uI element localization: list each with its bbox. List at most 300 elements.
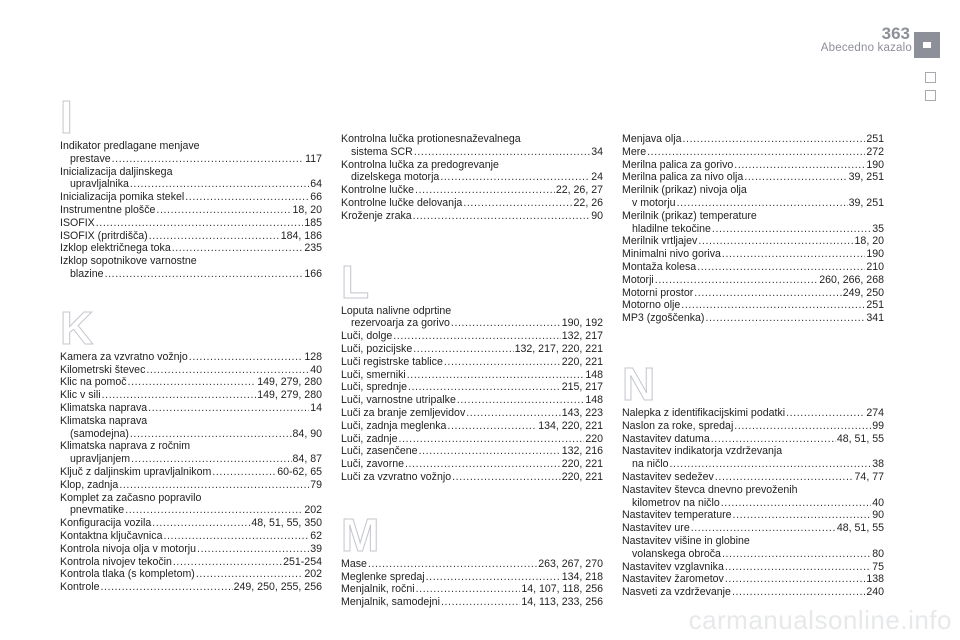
entry-pages: 184, 186 [280, 229, 322, 242]
entry-term: Luči, smerniki [341, 368, 406, 381]
entry-term: Menjava olja [622, 133, 682, 145]
entry-term: Kontrolne lučke delovanja [341, 196, 463, 209]
dot-leader [440, 171, 590, 184]
entry-pages: 90 [591, 209, 603, 222]
index-entry[interactable] [60, 191, 322, 204]
entry-term: Klimatska naprava [60, 401, 148, 414]
entry-term: Kontrolna lučka za predogrevanje [341, 158, 499, 171]
index-entry[interactable] [622, 573, 884, 586]
entry-term: Motorno olje [622, 299, 681, 312]
entry-pages: 251-254 [283, 555, 322, 568]
entry-pages: 210 [866, 260, 884, 273]
entry-pages: 22, 26, 27 [555, 184, 603, 197]
index-column-1 [60, 91, 322, 594]
index-letter: M [341, 508, 380, 561]
index-column-2 [341, 133, 603, 609]
index-entry[interactable] [60, 530, 322, 543]
dot-leader [148, 402, 309, 415]
index-letter: K [60, 301, 94, 354]
entry-pages: 132, 217 [561, 330, 603, 343]
dot-leader [212, 466, 276, 479]
entry-term: na ničlo [632, 458, 669, 471]
index-entry[interactable] [341, 394, 603, 407]
dot-leader [407, 369, 585, 382]
dot-leader [444, 356, 561, 369]
index-entry[interactable] [60, 517, 322, 530]
entry-term: Nasveti za vzdrževanje [622, 586, 731, 599]
dot-leader [408, 381, 561, 394]
entry-pages: 40 [872, 496, 884, 509]
entry-term: Nastavitev sedežev [622, 470, 714, 483]
index-letter: N [622, 357, 656, 410]
entry-term: pnevmatike [70, 504, 125, 517]
dot-leader [682, 133, 865, 146]
index-entry[interactable] [341, 133, 603, 159]
dot-leader [670, 458, 872, 471]
entry-term: upravljalnika [70, 178, 129, 191]
dot-leader [413, 343, 513, 356]
entry-pages: 64 [310, 178, 322, 191]
entry-term: Loputa nalivne odprtine [341, 304, 452, 317]
entry-term: upravljanjem [70, 453, 131, 466]
entry-term: Nastavitev vzglavnika [622, 560, 724, 573]
index-entry[interactable] [60, 556, 322, 569]
index-entry[interactable] [622, 586, 884, 599]
entry-pages: 341 [866, 312, 884, 325]
dot-leader [149, 230, 280, 243]
dot-leader [130, 428, 292, 441]
entry-term: Komplet za začasno popravilo [60, 491, 202, 504]
entry-pages: 14, 113, 233, 256 [521, 596, 603, 609]
index-entry[interactable] [341, 407, 603, 420]
entry-pages: 215, 217 [561, 381, 603, 394]
index-entry[interactable] [622, 561, 884, 574]
entry-term: Mase [341, 557, 367, 570]
dot-leader [100, 581, 232, 594]
index-entry[interactable] [341, 445, 603, 458]
index-entry[interactable] [622, 248, 884, 261]
index-entry[interactable] [622, 312, 884, 325]
entry-term: Merilnik (prikaz) nivoja olja [622, 184, 747, 197]
entry-term: ISOFIX [60, 216, 95, 229]
entry-term: Kontrolne lučke [341, 184, 415, 197]
dot-leader [185, 191, 309, 204]
dot-leader [722, 548, 871, 561]
entry-pages: 90 [872, 509, 884, 522]
dot-leader [156, 204, 291, 217]
dot-leader [173, 556, 282, 569]
entry-term: Instrumentne plošče [60, 203, 156, 216]
entry-term: blazine [70, 267, 104, 280]
index-entry[interactable] [341, 420, 603, 433]
dot-leader [711, 433, 836, 446]
entry-pages: 138 [866, 573, 884, 586]
entry-term: Mere [622, 145, 647, 158]
entry-pages: 220, 221 [561, 458, 603, 471]
entry-pages: 143, 223 [561, 406, 603, 419]
index-entry[interactable] [341, 369, 603, 382]
entry-term: Kontrole [60, 581, 100, 594]
entry-pages: 18, 20 [854, 235, 884, 248]
entry-pages: 39 [310, 542, 322, 555]
dot-leader [647, 146, 865, 159]
entry-term: Motorji [622, 273, 654, 286]
tab-marker-icon [923, 42, 931, 48]
section-tab[interactable] [925, 72, 936, 83]
dot-leader [419, 445, 561, 458]
dot-leader [130, 178, 309, 191]
entry-pages: 202 [304, 504, 322, 517]
dot-leader [734, 420, 871, 433]
dot-leader [112, 153, 304, 166]
page-number: 363 [881, 24, 910, 43]
entry-term: Nastavitev temperature [622, 509, 732, 522]
entry-pages: 240 [866, 586, 884, 599]
index-entry[interactable] [60, 230, 322, 243]
entry-term: kilometrov na ničlo [632, 496, 720, 509]
entry-pages: 249, 250 [842, 286, 884, 299]
dot-leader [786, 407, 865, 420]
entry-term: Klic na pomoč [60, 376, 127, 389]
entry-pages: 149, 279, 280 [257, 389, 322, 402]
entry-pages: 35 [872, 222, 884, 235]
index-entry[interactable] [60, 255, 322, 281]
dot-leader [196, 568, 303, 581]
entry-pages: 149, 279, 280 [257, 376, 322, 389]
index-entry[interactable] [341, 305, 603, 331]
entry-term: Minimalni nivo goriva [622, 248, 721, 261]
entry-pages: 14 [310, 401, 322, 414]
index-entry[interactable] [341, 558, 603, 571]
dot-leader [405, 458, 561, 471]
index-entry[interactable] [622, 484, 884, 510]
dot-leader [697, 261, 865, 274]
entry-term: Konfiguracija vozila [60, 517, 152, 530]
entry-pages: 48, 51, 55 [836, 432, 884, 445]
entry-pages: 166 [304, 267, 322, 280]
index-entry[interactable] [622, 235, 884, 248]
entry-term: Naslon za roke, spredaj [622, 419, 734, 432]
entry-term: prestave [70, 152, 111, 165]
index-entry[interactable] [622, 420, 884, 433]
dot-leader [413, 210, 591, 223]
entry-pages: 66 [310, 191, 322, 204]
entry-term: Kontaktna ključavnica [60, 529, 163, 542]
entry-pages: 79 [310, 478, 322, 491]
index-group [60, 91, 322, 281]
index-entry[interactable] [341, 210, 603, 223]
index-entry[interactable] [60, 568, 322, 581]
index-entry[interactable] [60, 166, 322, 192]
index-entry[interactable] [341, 458, 603, 471]
section-tab-active[interactable] [914, 32, 940, 58]
dot-leader [172, 242, 304, 255]
dot-leader [744, 171, 847, 184]
entry-pages: 99 [872, 419, 884, 432]
index-entry[interactable] [622, 133, 884, 146]
index-group [341, 508, 603, 609]
dot-leader [694, 287, 842, 300]
dot-leader [163, 530, 309, 543]
index-entry[interactable] [341, 356, 603, 369]
entry-term: Luči, zadnja meglenka [341, 419, 447, 432]
index-entry[interactable] [622, 159, 884, 172]
index-entry[interactable] [341, 330, 603, 343]
entry-pages: 24 [591, 171, 603, 184]
index-entry[interactable] [341, 571, 603, 584]
index-entry[interactable] [341, 381, 603, 394]
entry-term: rezervoarja za gorivo [351, 317, 450, 330]
index-entry[interactable] [60, 364, 322, 377]
section-tab[interactable] [925, 90, 936, 101]
dot-leader [705, 312, 865, 325]
index-entry[interactable] [60, 204, 322, 217]
dot-leader [146, 364, 309, 377]
index-group [341, 133, 603, 223]
dot-leader [125, 504, 303, 517]
entry-pages: 39, 251 [848, 171, 884, 184]
entry-term: (samodejna) [70, 427, 129, 440]
dot-leader [131, 453, 291, 466]
index-entry[interactable] [622, 535, 884, 561]
index-entry[interactable] [60, 351, 322, 364]
entry-term: dizelskega motorja [351, 171, 440, 184]
index-entry[interactable] [622, 210, 884, 236]
entry-pages: 251 [866, 133, 884, 145]
index-entry[interactable] [60, 581, 322, 594]
entry-term: Klimatska naprava [60, 414, 148, 427]
dot-leader [691, 522, 836, 535]
index-entry[interactable] [341, 343, 603, 356]
dot-leader [734, 159, 865, 172]
index-entry[interactable] [622, 509, 884, 522]
entry-pages: 190, 192 [561, 317, 603, 330]
dot-leader [197, 543, 309, 556]
entry-term: hladilne tekočine [632, 222, 711, 235]
index-letter: L [341, 255, 370, 308]
index-group [622, 133, 884, 325]
index-entry[interactable] [60, 402, 322, 415]
dot-leader [722, 248, 865, 261]
index-entry[interactable] [341, 596, 603, 609]
index-column-3 [622, 133, 884, 599]
entry-pages: 132, 217, 220, 221 [514, 342, 603, 355]
index-entry[interactable] [60, 543, 322, 556]
index-entry[interactable] [622, 299, 884, 312]
entry-term: Motorni prostor [622, 286, 694, 299]
dot-leader [414, 146, 590, 159]
index-entry[interactable] [622, 274, 884, 287]
entry-term: MP3 (zgoščenka) [622, 312, 705, 325]
entry-pages: 235 [304, 242, 322, 255]
entry-pages: 190 [866, 248, 884, 261]
entry-pages: 274 [866, 406, 884, 419]
index-entry[interactable] [622, 171, 884, 184]
index-entry[interactable] [622, 445, 884, 471]
entry-term: ISOFIX (pritrdišča) [60, 229, 148, 242]
dot-leader [466, 407, 561, 420]
index-entry[interactable] [622, 146, 884, 159]
dot-leader [457, 394, 584, 407]
index-entry[interactable] [60, 389, 322, 402]
entry-term: Klic v sili [60, 389, 101, 402]
entry-term: Klop, zadnja [60, 478, 119, 491]
index-group [60, 301, 322, 594]
watermark: carmanualsonline.info [688, 605, 952, 635]
entry-term: Luči za branje zemljevidov [341, 406, 466, 419]
index-entry[interactable] [622, 433, 884, 446]
entry-term: Luči za vzvratno vožnjo [341, 470, 452, 483]
dot-leader [725, 573, 865, 586]
entry-term: Inicializacija pomika stekel [60, 191, 185, 204]
dot-leader [415, 184, 555, 197]
entry-pages: 18, 20 [292, 203, 322, 216]
entry-term: Menjalnik, samodejni [341, 596, 440, 609]
entry-pages: 60-62, 65 [277, 465, 322, 478]
index-entry[interactable] [341, 197, 603, 210]
entry-pages: 260, 266, 268 [819, 273, 884, 286]
entry-pages: 148 [585, 394, 603, 407]
dot-leader [119, 479, 309, 492]
index-entry[interactable] [622, 407, 884, 420]
dot-leader [189, 351, 304, 364]
entry-pages: 220, 221 [561, 470, 603, 483]
entry-pages: 75 [872, 560, 884, 573]
index-entry[interactable] [622, 287, 884, 300]
entry-term: Kontrola nivoja olja v motorju [60, 542, 197, 555]
entry-pages: 48, 51, 55, 350 [251, 517, 322, 530]
entry-pages: 74, 77 [854, 470, 884, 483]
entry-pages: 134, 220, 221 [538, 419, 603, 432]
entry-pages: 39, 251 [848, 196, 884, 209]
dot-leader [452, 471, 561, 484]
dot-leader [368, 558, 537, 571]
entry-term: Meglenke spredaj [341, 570, 425, 583]
index-entry[interactable] [60, 140, 322, 166]
entry-term: Nastavitev datuma [622, 432, 710, 445]
dot-leader [721, 497, 871, 510]
entry-term: Indikator predlagane menjave [60, 140, 200, 152]
entry-term: Kontrola nivojev tekočin [60, 555, 172, 568]
entry-term: Merilna palica za nivo olja [622, 171, 744, 184]
entry-pages: 62 [310, 529, 322, 542]
entry-pages: 134, 218 [561, 570, 603, 583]
dot-leader [655, 274, 818, 287]
dot-leader [451, 317, 561, 330]
index-entry[interactable] [60, 415, 322, 441]
entry-pages: 84, 90 [292, 427, 322, 440]
dot-leader [463, 197, 572, 210]
entry-pages: 148 [585, 368, 603, 381]
index-entry[interactable] [60, 376, 322, 389]
entry-pages: 272 [866, 145, 884, 158]
entry-term: Nalepka z identifikacijskimi podatki [622, 406, 786, 419]
index-entry[interactable] [341, 433, 603, 446]
index-entry[interactable] [341, 471, 603, 484]
entry-term: v motorju [632, 196, 676, 209]
dot-leader [677, 197, 848, 210]
dot-leader [441, 596, 520, 609]
index-group [622, 357, 884, 599]
dot-leader [447, 420, 537, 433]
entry-pages: 80 [872, 547, 884, 560]
index-entry[interactable] [60, 479, 322, 492]
index-entry[interactable] [622, 261, 884, 274]
entry-pages: 40 [310, 363, 322, 376]
entry-pages: 132, 216 [561, 445, 603, 458]
entry-pages: 220, 221 [561, 355, 603, 368]
dot-leader [732, 586, 865, 599]
entry-term: Inicializacija daljinskega [60, 165, 173, 178]
index-entry[interactable] [622, 471, 884, 484]
dot-leader [96, 217, 304, 230]
dot-leader [681, 299, 865, 312]
entry-term: Montaža kolesa [622, 260, 697, 273]
entry-term: Kilometrski števec [60, 363, 146, 376]
dot-leader [416, 583, 521, 596]
entry-pages: 34 [591, 145, 603, 158]
entry-term: Luči, dolge [341, 330, 393, 343]
entry-term: Izklop sopotnikove varnostne [60, 255, 197, 268]
dot-leader [733, 509, 872, 522]
dot-leader [102, 389, 257, 402]
entry-term: Kontrolna lučka protionesnaževalnega [341, 133, 521, 145]
entry-term: Luči, zadnje [341, 432, 398, 445]
entry-pages: 185 [304, 216, 322, 229]
entry-pages: 48, 51, 55 [836, 522, 884, 535]
entry-term: Nastavitev žarometov [622, 573, 724, 586]
index-entry[interactable] [60, 492, 322, 518]
entry-term: Luči, sprednje [341, 381, 407, 394]
index-entry[interactable] [341, 159, 603, 185]
entry-term: Klimatska naprava z ročnim [60, 440, 191, 453]
index-entry[interactable] [341, 184, 603, 197]
index-entry[interactable] [622, 184, 884, 210]
index-entry[interactable] [341, 583, 603, 596]
entry-term: Izklop električnega toka [60, 242, 171, 255]
entry-term: Ključ z daljinskim upravljalnikom [60, 465, 212, 478]
dot-leader [105, 268, 304, 281]
section-title: Abecedno kazalo [820, 42, 912, 54]
entry-term: Luči, zasenčene [341, 445, 418, 458]
dot-leader [152, 517, 250, 530]
entry-pages: 190 [866, 158, 884, 171]
dot-leader [715, 471, 854, 484]
entry-term: Kontrola tlaka (s kompletom) [60, 568, 195, 581]
entry-pages: 128 [304, 350, 322, 363]
entry-pages: 117 [305, 152, 322, 165]
entry-term: volanskega obroča [632, 547, 721, 560]
dot-leader [393, 330, 561, 343]
index-entry[interactable] [60, 440, 322, 466]
entry-term: Kamera za vzvratno vožnjo [60, 350, 188, 363]
dot-leader [725, 561, 871, 574]
index-entry[interactable] [60, 242, 322, 255]
entry-term: sistema SCR [351, 145, 413, 158]
entry-pages: 249, 250, 255, 256 [233, 581, 322, 594]
entry-term: Kroženje zraka [341, 209, 412, 222]
index-entry[interactable] [60, 466, 322, 479]
entry-pages: 251 [866, 299, 884, 312]
dot-leader [712, 223, 871, 236]
index-entry[interactable] [622, 522, 884, 535]
index-entry[interactable] [60, 217, 322, 230]
index-letter: I [60, 91, 73, 143]
entry-pages: 22, 26 [573, 196, 603, 209]
entry-term: Nastavitev višine in globine [622, 534, 750, 547]
entry-term: Merilna palica za gorivo [622, 158, 734, 171]
entry-pages: 38 [872, 458, 884, 471]
